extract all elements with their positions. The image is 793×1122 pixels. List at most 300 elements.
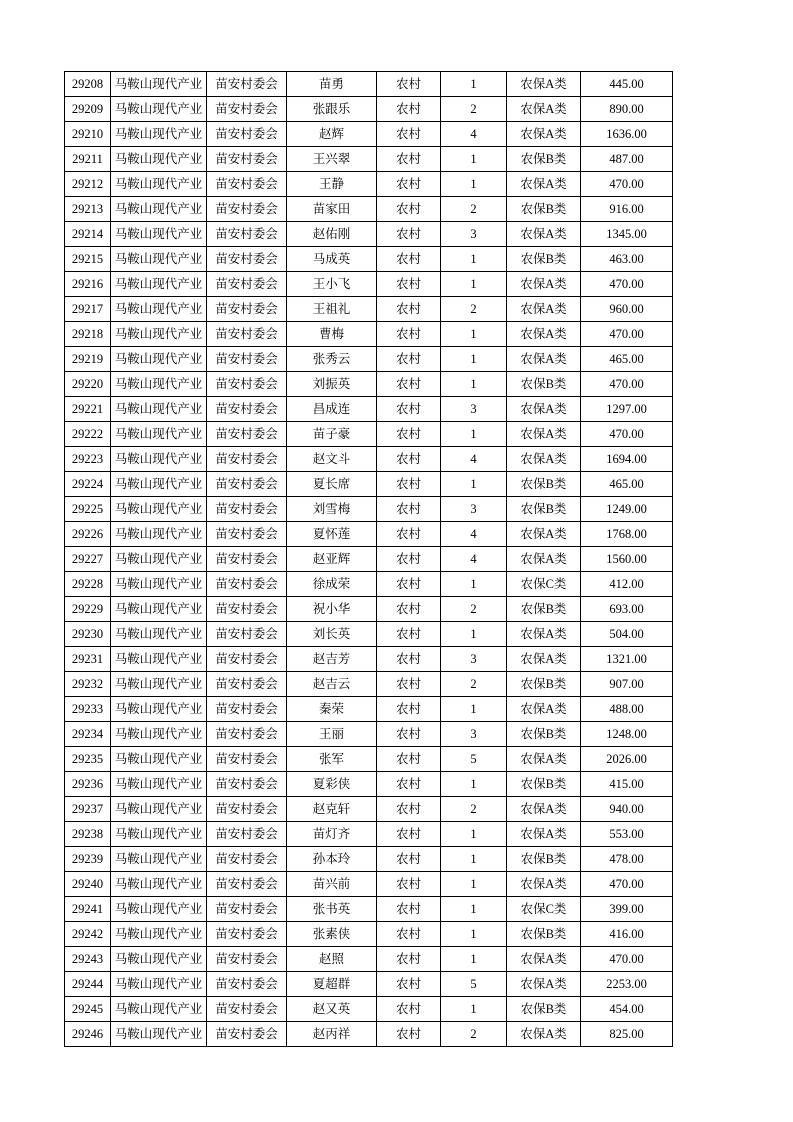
cell-count: 3 [441,222,507,247]
table-row [65,847,673,872]
cell-org: 马鞍山现代产业 [111,672,207,697]
cell-amount: 890.00 [581,97,673,122]
cell-count: 3 [441,497,507,522]
cell-org: 马鞍山现代产业 [111,997,207,1022]
cell-category: 农保A类 [507,297,581,322]
cell-person-name: 昌成连 [287,397,377,422]
cell-id: 29215 [65,247,111,272]
cell-amount: 940.00 [581,797,673,822]
cell-amount: 454.00 [581,997,673,1022]
cell-id: 29237 [65,797,111,822]
cell-amount: 470.00 [581,172,673,197]
cell-type: 农村 [377,172,441,197]
cell-village: 苗安村委会 [207,222,287,247]
cell-count: 1 [441,697,507,722]
cell-id: 29228 [65,572,111,597]
table-row [65,897,673,922]
cell-type: 农村 [377,197,441,222]
table-row [65,747,673,772]
cell-type: 农村 [377,522,441,547]
cell-id: 29229 [65,597,111,622]
cell-amount: 488.00 [581,697,673,722]
cell-id: 29240 [65,872,111,897]
cell-amount: 504.00 [581,622,673,647]
table-row [65,597,673,622]
cell-village: 苗安村委会 [207,547,287,572]
cell-id: 29244 [65,972,111,997]
cell-id: 29233 [65,697,111,722]
cell-type: 农村 [377,847,441,872]
cell-person-name: 张秀云 [287,347,377,372]
cell-type: 农村 [377,347,441,372]
cell-person-name: 王小飞 [287,272,377,297]
cell-village: 苗安村委会 [207,372,287,397]
cell-org: 马鞍山现代产业 [111,397,207,422]
cell-person-name: 苗兴前 [287,872,377,897]
cell-person-name: 赵亚辉 [287,547,377,572]
cell-count: 1 [441,922,507,947]
cell-category: 农保A类 [507,322,581,347]
cell-amount: 416.00 [581,922,673,947]
cell-village: 苗安村委会 [207,747,287,772]
table-row [65,222,673,247]
cell-amount: 1248.00 [581,722,673,747]
cell-category: 农保A类 [507,397,581,422]
cell-village: 苗安村委会 [207,947,287,972]
cell-amount: 907.00 [581,672,673,697]
cell-count: 1 [441,247,507,272]
cell-type: 农村 [377,72,441,97]
cell-type: 农村 [377,872,441,897]
table-row [65,947,673,972]
cell-count: 5 [441,747,507,772]
cell-count: 1 [441,147,507,172]
cell-type: 农村 [377,322,441,347]
cell-count: 1 [441,872,507,897]
cell-id: 29230 [65,622,111,647]
cell-person-name: 王祖礼 [287,297,377,322]
cell-village: 苗安村委会 [207,822,287,847]
cell-category: 农保B类 [507,197,581,222]
cell-village: 苗安村委会 [207,247,287,272]
cell-person-name: 夏怀莲 [287,522,377,547]
cell-village: 苗安村委会 [207,497,287,522]
cell-amount: 463.00 [581,247,673,272]
cell-amount: 415.00 [581,772,673,797]
cell-category: 农保A类 [507,97,581,122]
cell-amount: 399.00 [581,897,673,922]
cell-id: 29213 [65,197,111,222]
cell-count: 2 [441,197,507,222]
cell-village: 苗安村委会 [207,897,287,922]
cell-category: 农保B类 [507,847,581,872]
cell-id: 29220 [65,372,111,397]
cell-village: 苗安村委会 [207,872,287,897]
cell-category: 农保B类 [507,247,581,272]
cell-amount: 1249.00 [581,497,673,522]
cell-org: 马鞍山现代产业 [111,847,207,872]
cell-count: 1 [441,347,507,372]
table-row [65,672,673,697]
cell-type: 农村 [377,422,441,447]
cell-id: 29211 [65,147,111,172]
table-row [65,272,673,297]
cell-count: 1 [441,622,507,647]
cell-count: 1 [441,172,507,197]
cell-village: 苗安村委会 [207,572,287,597]
cell-village: 苗安村委会 [207,797,287,822]
cell-category: 农保B类 [507,497,581,522]
cell-count: 2 [441,1022,507,1047]
cell-type: 农村 [377,272,441,297]
cell-type: 农村 [377,372,441,397]
table-row [65,172,673,197]
cell-category: 农保B类 [507,772,581,797]
cell-count: 2 [441,297,507,322]
table-row [65,522,673,547]
cell-village: 苗安村委会 [207,647,287,672]
cell-org: 马鞍山现代产业 [111,547,207,572]
cell-category: 农保B类 [507,722,581,747]
cell-id: 29212 [65,172,111,197]
cell-org: 马鞍山现代产业 [111,247,207,272]
cell-amount: 470.00 [581,872,673,897]
cell-amount: 825.00 [581,1022,673,1047]
cell-category: 农保A类 [507,697,581,722]
cell-id: 29235 [65,747,111,772]
cell-type: 农村 [377,147,441,172]
cell-village: 苗安村委会 [207,597,287,622]
cell-org: 马鞍山现代产业 [111,447,207,472]
table-row [65,872,673,897]
cell-category: 农保A类 [507,947,581,972]
cell-org: 马鞍山现代产业 [111,72,207,97]
cell-type: 农村 [377,722,441,747]
cell-type: 农村 [377,297,441,322]
table-row [65,497,673,522]
cell-count: 5 [441,972,507,997]
cell-village: 苗安村委会 [207,922,287,947]
table-row [65,622,673,647]
cell-person-name: 张素侠 [287,922,377,947]
cell-person-name: 王静 [287,172,377,197]
table-row [65,772,673,797]
cell-count: 4 [441,522,507,547]
cell-type: 农村 [377,622,441,647]
cell-type: 农村 [377,572,441,597]
cell-amount: 960.00 [581,297,673,322]
cell-org: 马鞍山现代产业 [111,122,207,147]
cell-person-name: 王丽 [287,722,377,747]
table-row [65,322,673,347]
cell-category: 农保B类 [507,997,581,1022]
cell-id: 29219 [65,347,111,372]
cell-amount: 2253.00 [581,972,673,997]
cell-org: 马鞍山现代产业 [111,347,207,372]
cell-category: 农保A类 [507,747,581,772]
cell-count: 2 [441,97,507,122]
cell-person-name: 张书英 [287,897,377,922]
cell-id: 29238 [65,822,111,847]
table-row [65,472,673,497]
cell-count: 1 [441,947,507,972]
cell-person-name: 王兴翠 [287,147,377,172]
cell-village: 苗安村委会 [207,422,287,447]
cell-type: 农村 [377,447,441,472]
cell-org: 马鞍山现代产业 [111,597,207,622]
cell-count: 4 [441,122,507,147]
cell-amount: 1345.00 [581,222,673,247]
cell-person-name: 赵又英 [287,997,377,1022]
cell-person-name: 夏彩侠 [287,772,377,797]
table-row [65,422,673,447]
cell-type: 农村 [377,597,441,622]
cell-village: 苗安村委会 [207,197,287,222]
cell-id: 29210 [65,122,111,147]
cell-amount: 1768.00 [581,522,673,547]
cell-org: 马鞍山现代产业 [111,1022,207,1047]
table-row [65,372,673,397]
cell-person-name: 苗勇 [287,72,377,97]
cell-amount: 487.00 [581,147,673,172]
cell-person-name: 孙本玲 [287,847,377,872]
cell-village: 苗安村委会 [207,322,287,347]
cell-person-name: 刘长英 [287,622,377,647]
cell-type: 农村 [377,397,441,422]
cell-category: 农保A类 [507,222,581,247]
cell-count: 3 [441,397,507,422]
cell-category: 农保A类 [507,522,581,547]
cell-id: 29234 [65,722,111,747]
cell-count: 1 [441,72,507,97]
cell-category: 农保A类 [507,972,581,997]
cell-id: 29245 [65,997,111,1022]
cell-org: 马鞍山现代产业 [111,147,207,172]
cell-village: 苗安村委会 [207,72,287,97]
cell-type: 农村 [377,647,441,672]
cell-category: 农保C类 [507,897,581,922]
cell-type: 农村 [377,772,441,797]
cell-type: 农村 [377,472,441,497]
cell-category: 农保B类 [507,922,581,947]
cell-person-name: 秦荣 [287,697,377,722]
cell-person-name: 赵照 [287,947,377,972]
cell-id: 29227 [65,547,111,572]
cell-org: 马鞍山现代产业 [111,622,207,647]
cell-org: 马鞍山现代产业 [111,972,207,997]
cell-type: 农村 [377,797,441,822]
cell-org: 马鞍山现代产业 [111,722,207,747]
cell-village: 苗安村委会 [207,172,287,197]
cell-category: 农保A类 [507,447,581,472]
cell-amount: 470.00 [581,947,673,972]
cell-org: 马鞍山现代产业 [111,647,207,672]
table-row [65,247,673,272]
table-row [65,1022,673,1047]
cell-org: 马鞍山现代产业 [111,872,207,897]
cell-village: 苗安村委会 [207,997,287,1022]
cell-person-name: 苗子豪 [287,422,377,447]
cell-category: 农保A类 [507,547,581,572]
cell-amount: 465.00 [581,347,673,372]
cell-count: 3 [441,722,507,747]
table-row [65,697,673,722]
cell-id: 29216 [65,272,111,297]
cell-amount: 470.00 [581,422,673,447]
cell-type: 农村 [377,922,441,947]
cell-org: 马鞍山现代产业 [111,197,207,222]
cell-person-name: 夏超群 [287,972,377,997]
cell-amount: 1560.00 [581,547,673,572]
table-row [65,447,673,472]
table-row [65,297,673,322]
cell-count: 1 [441,472,507,497]
table-row [65,72,673,97]
cell-org: 马鞍山现代产业 [111,322,207,347]
cell-type: 农村 [377,997,441,1022]
cell-org: 马鞍山现代产业 [111,747,207,772]
cell-person-name: 赵佑刚 [287,222,377,247]
cell-id: 29218 [65,322,111,347]
cell-count: 2 [441,797,507,822]
cell-type: 农村 [377,247,441,272]
cell-count: 1 [441,997,507,1022]
cell-category: 农保A类 [507,1022,581,1047]
cell-person-name: 徐成荣 [287,572,377,597]
cell-amount: 1636.00 [581,122,673,147]
table-row [65,647,673,672]
cell-amount: 470.00 [581,322,673,347]
cell-org: 马鞍山现代产业 [111,522,207,547]
cell-village: 苗安村委会 [207,97,287,122]
cell-category: 农保A类 [507,822,581,847]
cell-id: 29221 [65,397,111,422]
table-row [65,797,673,822]
cell-person-name: 赵吉云 [287,672,377,697]
cell-village: 苗安村委会 [207,772,287,797]
cell-count: 4 [441,447,507,472]
cell-id: 29208 [65,72,111,97]
table-row [65,822,673,847]
cell-amount: 470.00 [581,372,673,397]
cell-village: 苗安村委会 [207,522,287,547]
cell-id: 29246 [65,1022,111,1047]
cell-category: 农保A类 [507,422,581,447]
cell-id: 29222 [65,422,111,447]
cell-village: 苗安村委会 [207,722,287,747]
cell-amount: 693.00 [581,597,673,622]
cell-category: 农保B类 [507,372,581,397]
cell-org: 马鞍山现代产业 [111,172,207,197]
cell-type: 农村 [377,897,441,922]
table-row [65,922,673,947]
cell-category: 农保A类 [507,872,581,897]
table-row [65,97,673,122]
cell-category: 农保A类 [507,72,581,97]
cell-id: 29223 [65,447,111,472]
cell-org: 马鞍山现代产业 [111,497,207,522]
cell-count: 2 [441,672,507,697]
cell-id: 29239 [65,847,111,872]
cell-count: 1 [441,772,507,797]
cell-village: 苗安村委会 [207,972,287,997]
cell-count: 1 [441,897,507,922]
cell-count: 1 [441,847,507,872]
cell-person-name: 赵文斗 [287,447,377,472]
cell-id: 29232 [65,672,111,697]
cell-category: 农保B类 [507,597,581,622]
cell-count: 2 [441,597,507,622]
cell-village: 苗安村委会 [207,672,287,697]
cell-count: 3 [441,647,507,672]
cell-type: 农村 [377,747,441,772]
cell-amount: 1321.00 [581,647,673,672]
cell-org: 马鞍山现代产业 [111,772,207,797]
table-row [65,197,673,222]
cell-id: 29225 [65,497,111,522]
cell-org: 马鞍山现代产业 [111,572,207,597]
cell-person-name: 赵吉芳 [287,647,377,672]
cell-type: 农村 [377,947,441,972]
cell-id: 29217 [65,297,111,322]
cell-category: 农保A类 [507,347,581,372]
cell-person-name: 苗灯齐 [287,822,377,847]
cell-type: 农村 [377,547,441,572]
cell-count: 1 [441,422,507,447]
table-row [65,547,673,572]
cell-amount: 1694.00 [581,447,673,472]
cell-org: 马鞍山现代产业 [111,97,207,122]
cell-org: 马鞍山现代产业 [111,472,207,497]
cell-count: 4 [441,547,507,572]
cell-person-name: 赵丙祥 [287,1022,377,1047]
cell-org: 马鞍山现代产业 [111,822,207,847]
cell-village: 苗安村委会 [207,297,287,322]
cell-person-name: 夏长席 [287,472,377,497]
cell-amount: 2026.00 [581,747,673,772]
cell-amount: 412.00 [581,572,673,597]
cell-org: 马鞍山现代产业 [111,922,207,947]
cell-person-name: 刘雪梅 [287,497,377,522]
cell-id: 29231 [65,647,111,672]
cell-org: 马鞍山现代产业 [111,947,207,972]
cell-amount: 553.00 [581,822,673,847]
cell-id: 29242 [65,922,111,947]
cell-village: 苗安村委会 [207,697,287,722]
cell-category: 农保A类 [507,272,581,297]
cell-org: 马鞍山现代产业 [111,222,207,247]
cell-village: 苗安村委会 [207,847,287,872]
cell-type: 农村 [377,1022,441,1047]
cell-org: 马鞍山现代产业 [111,422,207,447]
cell-org: 马鞍山现代产业 [111,797,207,822]
cell-count: 1 [441,572,507,597]
cell-org: 马鞍山现代产业 [111,272,207,297]
cell-village: 苗安村委会 [207,622,287,647]
cell-category: 农保B类 [507,672,581,697]
cell-amount: 465.00 [581,472,673,497]
benefits-table [64,71,673,1047]
cell-type: 农村 [377,822,441,847]
cell-category: 农保B类 [507,147,581,172]
cell-village: 苗安村委会 [207,122,287,147]
cell-category: 农保C类 [507,572,581,597]
cell-village: 苗安村委会 [207,272,287,297]
cell-amount: 1297.00 [581,397,673,422]
cell-org: 马鞍山现代产业 [111,297,207,322]
table-body [65,72,673,1047]
cell-type: 农村 [377,497,441,522]
